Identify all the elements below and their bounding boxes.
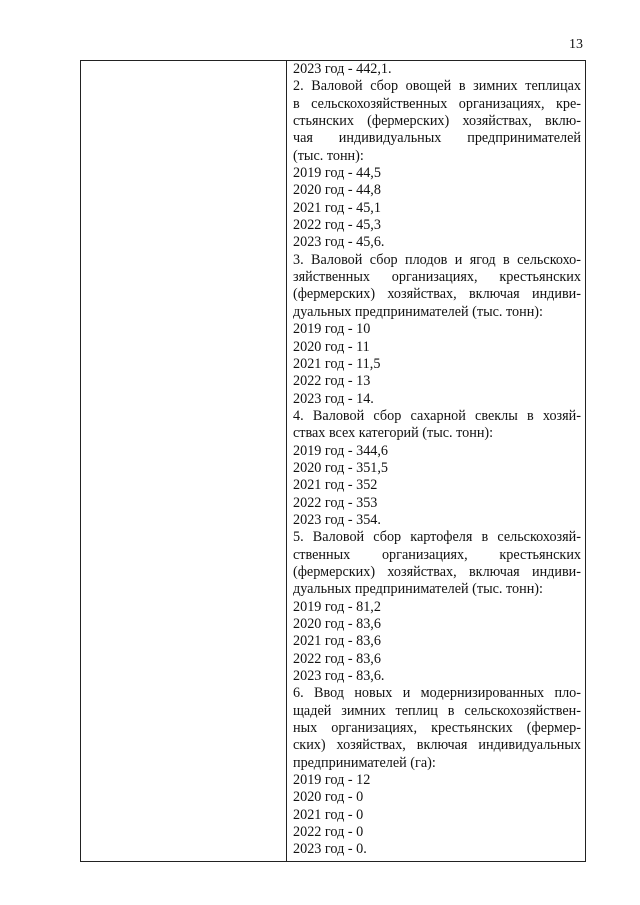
- text-line: стьянских (фермерских) хозяйствах, вклю-: [293, 113, 581, 130]
- text-line: 6. Ввод новых и модернизированных пло-: [293, 685, 581, 702]
- text-line: чая индивидуальных предпринимателей: [293, 130, 581, 147]
- text-line: 2023 год - 442,1.: [293, 61, 392, 77]
- text-line: 2020 год - 351,5: [293, 459, 389, 476]
- text-line: 2019 год - 10: [293, 321, 371, 338]
- text-line: 2020 год - 0: [293, 789, 364, 806]
- text-line: 2019 год - 12: [293, 772, 371, 789]
- text-line: 4. Валовой сбор сахарной свеклы в хозяй-: [293, 407, 581, 424]
- text-line: 5. Валовой сбор картофеля в сельскохозяй-: [293, 529, 581, 546]
- text-line: ственных организациях, крестьянских: [293, 546, 581, 563]
- text-line: 2023 год - 83,6.: [293, 668, 385, 685]
- text-line: 2022 год - 353: [293, 494, 378, 511]
- text-line: 2022 год - 45,3: [293, 217, 381, 234]
- text-line: (тыс. тонн):: [293, 147, 364, 164]
- text-line: предпринимателей (га):: [293, 754, 436, 771]
- text-line: ных организациях, крестьянских (фермер-: [293, 720, 581, 737]
- text-line: 2021 год - 83,6: [293, 633, 381, 650]
- text-line: 2. Валовой сбор овощей в зимних теплицах: [293, 78, 581, 95]
- indicator-table: [80, 60, 586, 862]
- text-line: 2019 год - 81,2: [293, 598, 381, 615]
- text-line: дуальных предпринимателей (тыс. тонн):: [293, 303, 543, 320]
- text-line: 2020 год - 11: [293, 338, 370, 355]
- right-cell-content: [293, 61, 581, 859]
- page-number: 13: [569, 37, 583, 52]
- text-line: 2021 год - 45,1: [293, 199, 381, 216]
- text-line: 2022 год - 0: [293, 824, 364, 841]
- text-line: (фермерских) хозяйствах, включая индиви-: [293, 286, 581, 303]
- text-line: ских) хозяйствах, включая индивидуальных: [293, 737, 581, 754]
- text-line: 2022 год - 13: [293, 373, 371, 390]
- text-line: 2020 год - 83,6: [293, 616, 381, 632]
- text-line: дуальных предпринимателей (тыс. тонн):: [293, 581, 543, 598]
- text-line: 2021 год - 352: [293, 477, 378, 494]
- text-line: 2023 год - 0.: [293, 841, 367, 858]
- column-divider: [286, 61, 287, 861]
- text-line: 2021 год - 11,5: [293, 355, 381, 372]
- text-line: 2021 год - 0: [293, 806, 364, 823]
- text-line: 2020 год - 44,8: [293, 182, 381, 199]
- text-line: ствах всех категорий (тыс. тонн):: [293, 425, 494, 442]
- text-line: 2022 год - 83,6: [293, 650, 381, 667]
- text-line: зяйственных организациях, крестьянских: [293, 269, 581, 286]
- text-line: 2023 год - 354.: [293, 511, 381, 528]
- text-line: 2019 год - 344,6: [293, 442, 389, 459]
- text-line: щадей зимних теплиц в сельскохозяйствен-: [293, 702, 581, 719]
- text-line: 3. Валовой сбор плодов и ягод в сельскохо-: [293, 251, 581, 268]
- text-line: 2019 год - 44,5: [293, 165, 381, 182]
- text-line: 2023 год - 14.: [293, 390, 374, 407]
- text-line: (фермерских) хозяйствах, включая индиви-: [293, 563, 581, 580]
- text-line: в сельскохозяйственных организациях, кре-: [293, 95, 581, 112]
- text-line: 2023 год - 45,6.: [293, 234, 385, 251]
